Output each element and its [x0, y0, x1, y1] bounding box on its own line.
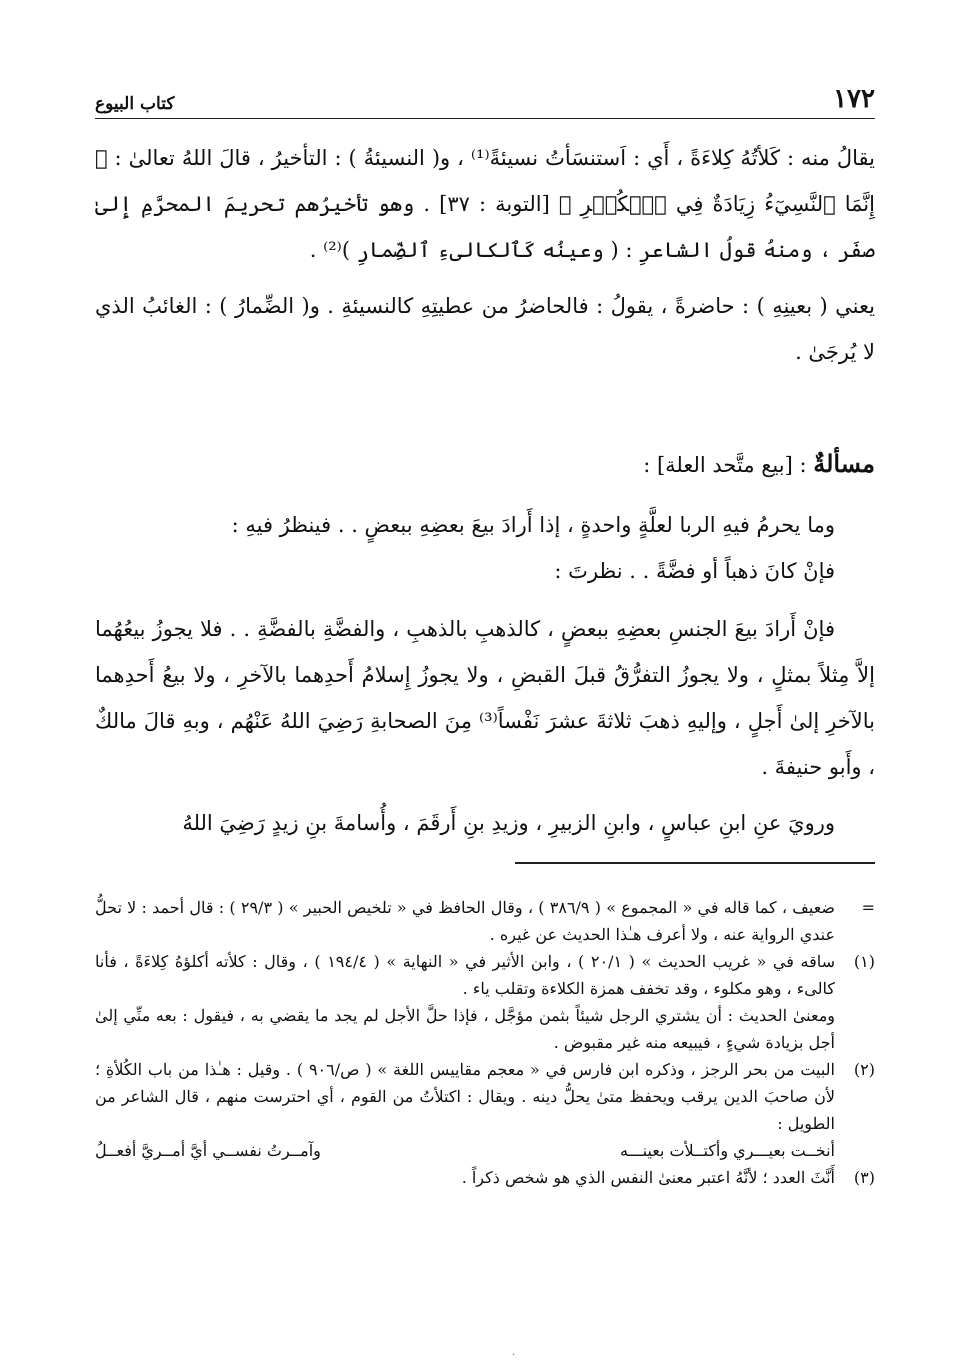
footnote-text: البيت من بحر الرجز ، وذكره ابن فارس في « معجم مقاييس اللغة » ( ص/٩٠٦ ) . وقيل : هـٰذا من باب الكُلأةِ ؛ لأن صاحبَ الدين يرقب ويحفظ متىٰ يحلُّ دينه . ويقال : اكتلأتُ من القوم ، أي احترست منهم ، قال الشاعر من الطويل :: [95, 1060, 836, 1133]
footnote-1-sub: ومعنىٰ الحديث : أن يشتري الرجل شيئاً بثمن مؤجَّل ، فإذا حلَّ الأجل لم يجد ما يقضي به ، فيقول : بعه منِّي إلىٰ أجل بزيادة شيءٍ ، فيبيعه منه غير مقبوض .: [95, 1006, 835, 1052]
book-page: [95, 80, 875, 1191]
paragraph-3: وما يحرمُ فيهِ الربا لعلَّةٍ واحدةٍ ، إذا أَرادَ بيعَ بعضِهِ ببعضٍ . . فينظرُ فيهِ :: [231, 513, 835, 537]
running-head: كتاب البيوع: [95, 94, 175, 114]
footnote-mark: =: [861, 898, 875, 917]
footnote-continuation: [95, 894, 875, 948]
footnote-separator: [515, 862, 875, 864]
issue-label: مسألةٌ: [813, 449, 875, 478]
footnote-3: [95, 1164, 875, 1191]
paragraph-4: فإنْ كانَ ذهباً أو فضَّةً . . نظرتَ :: [554, 559, 835, 583]
verse-second-hemistich: وآمــرتُ نفســي أيَّ أمــريَّ أفعــلُ: [95, 1141, 321, 1160]
paragraph-6: ورويَ عنِ ابنِ عباسٍ ، وابنِ الزبيرِ ، وزيدِ بنِ أَرقَمَ ، وأُسامةَ بنِ زيدٍ رَضِيَ اللهُ: [182, 811, 835, 835]
footnote-mark: (١): [853, 952, 875, 971]
issue-title: : [بيع متَّحد العلة] :: [643, 453, 814, 477]
paragraph-2: يعني ( بعينِهِ ) : حاضرةً ، يقولُ : فالحاضرُ من عطيتِهِ كالنسيئةِ . و( الضِّمارُ ) : الغائبُ الذي لا يُرجَىٰ .: [95, 294, 875, 364]
issue-heading: [95, 441, 875, 488]
footnote-separator-wrap: [95, 862, 875, 864]
paragraph-1: يقالُ منه : كَلأتُهُ كِلاءَةً ، أَي : اَستنسَأتُ نسيئةً⁽¹⁾ ، و( النسيئةُ ) : التأخيرُ ، قالَ اللهُ تعالىٰ : ﴿ إِنَّمَا ٱلنَّسِيٓءُ زِيَادَةٌ فِي ٱلۡكُفۡرِ ﴾ [التوبة : ٣٧] . وهو تأخيرُهم تحريمَ المحرَّمِ إِلىٰ صفَر ، ومنهُ قولُ الشاعرِ : ( وعينُه كَٱلكالىءِ ٱلضِّمارِ )⁽²⁾ .: [95, 146, 875, 262]
footnote-mark: (٢): [853, 1060, 875, 1079]
paragraph-5: فإنْ أَرادَ بيعَ الجنسِ بعضِهِ ببعضٍ ، كالذهبِ بالذهبِ ، والفضَّةِ بالفضَّةِ . . فلا يجوزُ بيعُهُما إلاَّ مِثلاً بمثلٍ ، ولا يجوزُ التفرُّقُ قبلَ القبضِ ، ولا يجوزُ إِسلامُ أَحدِهما بالآخرِ ، ولا بيعُ أَحدِهما بالآخرِ إلىٰ أَجلٍ ، وإليهِ ذهبَ ثلاثةَ عشرَ نَفْساً⁽³⁾ مِنَ الصحابةِ رَضِيَ اللهُ عَنْهُم ، وبهِ قالَ مالكٌ ، وأَبو حنيفةَ .: [95, 617, 876, 779]
verse-first-hemistich: أنخــت بعيـــري وأكتــلأت بعينـــه: [619, 1141, 835, 1160]
footnote-text: أَنَّثَ العدد ؛ لأنَّهُ اعتبر معنىٰ النفس الذي هو شخص ذكراً .: [461, 1168, 835, 1187]
poem-verse: [95, 1137, 875, 1164]
footnote-mark: (٣): [853, 1168, 875, 1187]
page-number: ١٧٢: [833, 84, 875, 114]
footnote-1: [95, 948, 875, 1002]
footnote-2: [95, 1056, 875, 1137]
bottom-mark: ·: [512, 1350, 516, 1361]
footnote-text: ساقه في « غريب الحديث » ( ٢٠/١ ) ، وابن الأثير في « النهاية » ( ١٩٤/٤ ) ، وقال : كلأته أكلؤهُ كِلاءَةً ، فأنا كالىء ، وهو مكلوء ، وقد تخفف همزة الكلاءة وتقلب ياء .: [95, 952, 836, 998]
page-header: [95, 80, 875, 119]
footnote-text: ضعيف ، كما قاله في « المجموع » ( ٣٨٦/٩ ) ، وقال الحافظ في « تلخيص الحبير » ( ٢٩/٣ ) : قال أحمد : لا تحلُّ عندي الرواية عنه ، ولا أعرف هـٰذا الحديث عن غيره .: [95, 898, 836, 944]
